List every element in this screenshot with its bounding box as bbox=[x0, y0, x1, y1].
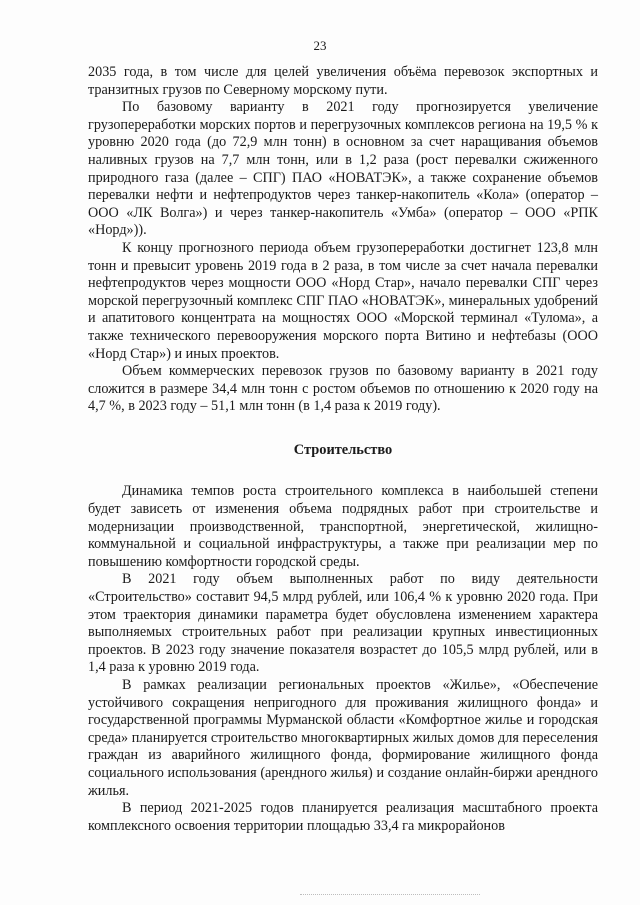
paragraph-4: Объем коммерческих перевозок грузов по базовому варианту в 2021 году сложится в размере 34,4 млн тонн с ростом объемов по отношению к 2020 году на 4,7 %, в 2023 году – 51,1 млн тонн (в 1,4 раза к 2019 году). bbox=[88, 363, 598, 415]
page-number: 23 bbox=[313, 38, 327, 53]
paragraph-1: 2035 года, в том числе для целей увеличения объёма перевозок экспортных и транзитных грузов по Северному морскому пути. bbox=[88, 64, 598, 98]
document-body bbox=[88, 64, 598, 835]
paragraph-2: По базовому варианту в 2021 году прогнозируется увеличение грузопереработки морских портов и перегрузочных комплексов региона на 19,5 % к уровню 2020 года (до 72,9 млн тонн) в основном за счет наращивания объемов наливных грузов на 7,7 млн тонн, или в 1,2 раза (рост перевалки сжиженного природного газа (далее – СПГ) ПАО «НОВАТЭК», а также сохранение объемов перевалки нефти и нефтепродуктов через танкер-накопитель «Кола» (оператор – ООО «ЛК Волга») и через танкер-накопитель «Умба» (оператор – ООО «РПК «Норд»)). bbox=[88, 99, 598, 239]
paragraph-5: Динамика темпов роста строительного комплекса в наибольшей степени будет зависеть от изменения объема подрядных работ при строительстве и модернизации производственной, транспортной, энергетической, жилищно-коммунальной и социальной инфраструктуры, а также при реализации мер по повышению комфортности городской среды. bbox=[88, 483, 598, 570]
paragraph-6: В 2021 году объем выполненных работ по виду деятельности «Строительство» составит 94,5 млрд рублей, или 106,4 % к уровню 2020 года. При этом траектория динамики параметра будет обусловлена изменением характера выполняемых строительных работ при реализации крупных инвестиционных проектов. В 2023 году значение показателя возрастет до 105,5 млрд рублей, или в 1,4 раза к уровню 2019 года. bbox=[88, 571, 598, 676]
scan-artifact-line bbox=[300, 894, 480, 897]
paragraph-8: В период 2021-2025 годов планируется реализация масштабного проекта комплексного освоения территории площадью 33,4 га микрорайонов bbox=[88, 800, 598, 834]
section-heading: Строительство bbox=[293, 441, 393, 458]
paragraph-7: В рамках реализации региональных проектов «Жилье», «Обеспечение устойчивого сокращения непригодного для проживания жилищного фонда» и государственной программы Мурманской области «Комфортное жилье и городская среда» планируется строительство многоквартирных жилых домов для переселения граждан из аварийного жилищного фонда, формирование жилищного фонда социального использования (арендного жилья) и создание онлайн-биржи арендного жилья. bbox=[88, 677, 598, 799]
paragraph-3: К концу прогнозного периода объем грузопереработки достигнет 123,8 млн тонн и превысит уровень 2019 года в 2 раза, в том числе за счет начала перевалки нефтепродуктов через мощности ООО «Норд Стар», начало перевалки СПГ через морской перегрузочный комплекс СПГ ПАО «НОВАТЭК», минеральных удобрений и апатитового концентрата на мощностях ООО «Морской терминал «Тулома», а также технического перевооружения морского порта Витино и нефтебазы (ООО «Норд Стар») и иных проектов. bbox=[88, 239, 598, 362]
